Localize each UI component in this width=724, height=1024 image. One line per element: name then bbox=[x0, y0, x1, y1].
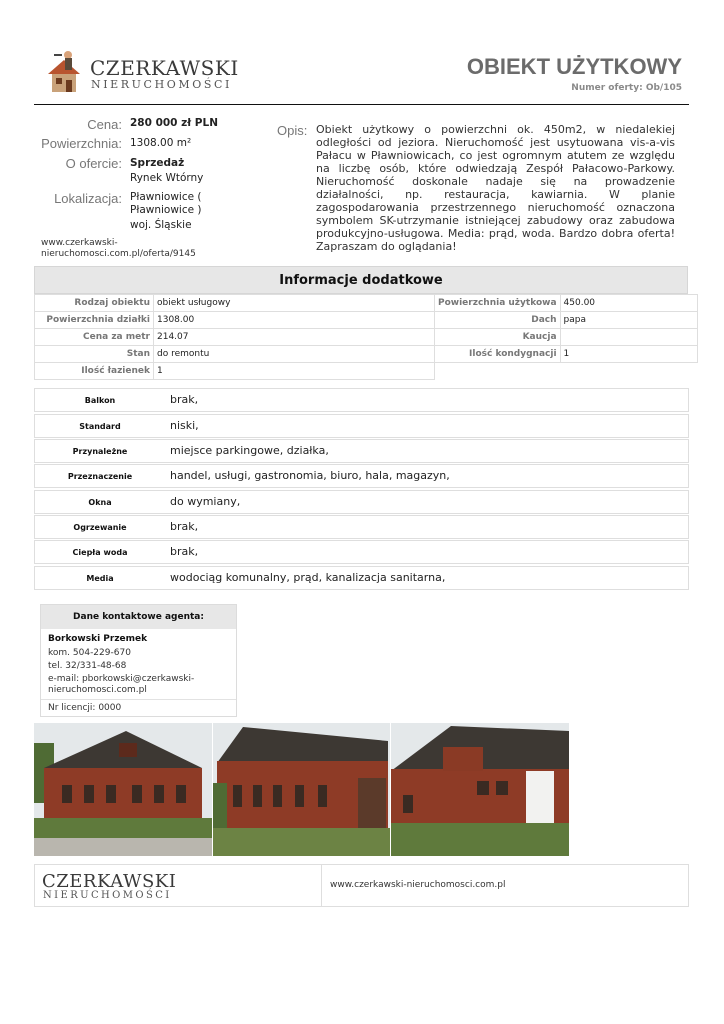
feature-value: niski, bbox=[170, 419, 199, 432]
logo-house-icon bbox=[44, 46, 84, 96]
additional-info-title: Informacje dodatkowe bbox=[34, 266, 688, 294]
market-type: Rynek Wtórny bbox=[130, 172, 204, 184]
info-key: Ilość kondygnacji bbox=[435, 346, 561, 363]
info-value: 1 bbox=[154, 363, 435, 380]
info-value: 1308.00 bbox=[154, 312, 435, 329]
feature-label: Balkon bbox=[84, 396, 116, 405]
info-value: obiekt usługowy bbox=[154, 295, 435, 312]
agent-box-title: Dane kontaktowe agenta: bbox=[41, 605, 236, 629]
info-value bbox=[560, 329, 697, 346]
info-value: 1 bbox=[560, 346, 697, 363]
table-row bbox=[35, 363, 698, 380]
agent-name: Borkowski Przemek bbox=[48, 634, 148, 644]
document-title: OBIEKT UŻYTKOWY bbox=[466, 54, 682, 79]
offer-type: Sprzedaż bbox=[130, 157, 185, 169]
feature-value: brak, bbox=[170, 393, 199, 406]
offer-url[interactable]: www.czerkawski-nieruchomosci.com.pl/oferta/9145 bbox=[41, 238, 196, 259]
feature-row-ogrzewanie bbox=[34, 515, 689, 539]
feature-row-ciepla-woda bbox=[34, 540, 689, 564]
price-value: 280 000 zł PLN bbox=[130, 117, 218, 129]
location-label: Lokalizacja: bbox=[54, 191, 122, 206]
feature-label: Ogrzewanie bbox=[73, 523, 127, 532]
agent-divider bbox=[41, 699, 236, 700]
feature-value: miejsce parkingowe, działka, bbox=[170, 444, 329, 457]
feature-label: Standard bbox=[79, 422, 121, 431]
additional-info-table bbox=[34, 294, 698, 380]
info-key: Rodzaj obiektu bbox=[35, 295, 154, 312]
feature-row-okna bbox=[34, 490, 689, 514]
region-value: woj. Śląskie bbox=[130, 219, 192, 231]
table-row bbox=[35, 346, 698, 363]
feature-value: do wymiany, bbox=[170, 495, 241, 508]
footer-website-link[interactable]: www.czerkawski-nieruchomosci.com.pl bbox=[330, 880, 506, 890]
feature-row-standard bbox=[34, 414, 689, 438]
feature-row-media bbox=[34, 566, 689, 590]
feature-row-przeznaczenie bbox=[34, 464, 689, 488]
info-value: papa bbox=[560, 312, 697, 329]
agent-email[interactable]: e-mail: pborkowski@czerkawski-nieruchomosci.com.pl bbox=[48, 674, 195, 695]
feature-label: Okna bbox=[88, 498, 112, 507]
info-value: 450.00 bbox=[560, 295, 697, 312]
offer-number: Numer oferty: Ob/105 bbox=[571, 83, 682, 93]
header-divider bbox=[34, 104, 689, 105]
footer-logo-subtitle: NIERUCHOMOŚCI bbox=[43, 890, 172, 901]
property-photo-1 bbox=[34, 723, 212, 856]
location-value: Pławniowice ( Pławniowice ) bbox=[130, 191, 202, 216]
info-key: Dach bbox=[435, 312, 561, 329]
area-value: 1308.00 m² bbox=[130, 137, 192, 149]
feature-label: Przeznaczenie bbox=[67, 472, 133, 481]
description-label: Opis: bbox=[277, 123, 308, 138]
footer-logo-name: CZERKAWSKI bbox=[42, 871, 177, 892]
table-row bbox=[35, 295, 698, 312]
footer-divider bbox=[321, 864, 322, 907]
agent-phone: tel. 32/331-48-68 bbox=[48, 661, 127, 671]
info-key: Ilość łazienek bbox=[35, 363, 154, 380]
agent-license: Nr licencji: 0000 bbox=[48, 703, 122, 713]
info-value: 214.07 bbox=[154, 329, 435, 346]
feature-value: handel, usługi, gastronomia, biuro, hala, magazyn, bbox=[170, 469, 450, 482]
info-value: do remontu bbox=[154, 346, 435, 363]
price-label: Cena: bbox=[87, 117, 122, 132]
table-row bbox=[35, 329, 698, 346]
offer-label: O ofercie: bbox=[65, 156, 122, 171]
property-photo-2 bbox=[213, 723, 390, 856]
feature-value: wodociąg komunalny, prąd, kanalizacja sanitarna, bbox=[170, 571, 446, 584]
feature-label: Media bbox=[86, 574, 114, 583]
feature-row-przynalezne bbox=[34, 439, 689, 463]
table-row bbox=[35, 312, 698, 329]
area-label: Powierzchnia: bbox=[41, 136, 122, 151]
feature-value: brak, bbox=[170, 520, 199, 533]
info-key: Powierzchnia działki bbox=[35, 312, 154, 329]
info-key: Cena za metr bbox=[35, 329, 154, 346]
property-photo-3 bbox=[391, 723, 569, 856]
feature-value: brak, bbox=[170, 545, 199, 558]
info-key: Kaucja bbox=[435, 329, 561, 346]
feature-row-balkon bbox=[34, 388, 689, 412]
feature-label: Przynależne bbox=[72, 447, 128, 456]
info-key: Stan bbox=[35, 346, 154, 363]
logo-subtitle: NIERUCHOMOŚCI bbox=[91, 78, 232, 91]
feature-label: Ciepła woda bbox=[72, 548, 128, 557]
description-text: Obiekt użytkowy o powierzchni ok. 450m2, w niedalekiej odległości od jeziora. Nieruchomość jest usytuowana vis-a-vis Pałacu w Pławniowicach, co jest ogromnym atutem ze względu na liczbę osób, które odwiedzają Zespół Pałacowo-Parkowy. Nieruchomość doskonale nadaje się na prowadzenie działalności, np. restauracja, kawiarnia. W planie zagospodarowania przestrzennego nieruchomość oznaczona symbolem SK-utrzymanie istniejącej zabudowy oraz zabudowa produkcyjno-usługowa. Media: prąd, woda. Bardzo dobra oferta! Zapraszam do oglądania! bbox=[316, 123, 675, 253]
info-key: Powierzchnia użytkowa bbox=[435, 295, 561, 312]
logo-name: CZERKAWSKI bbox=[90, 56, 239, 80]
agent-mobile: kom. 504-229-670 bbox=[48, 648, 131, 658]
